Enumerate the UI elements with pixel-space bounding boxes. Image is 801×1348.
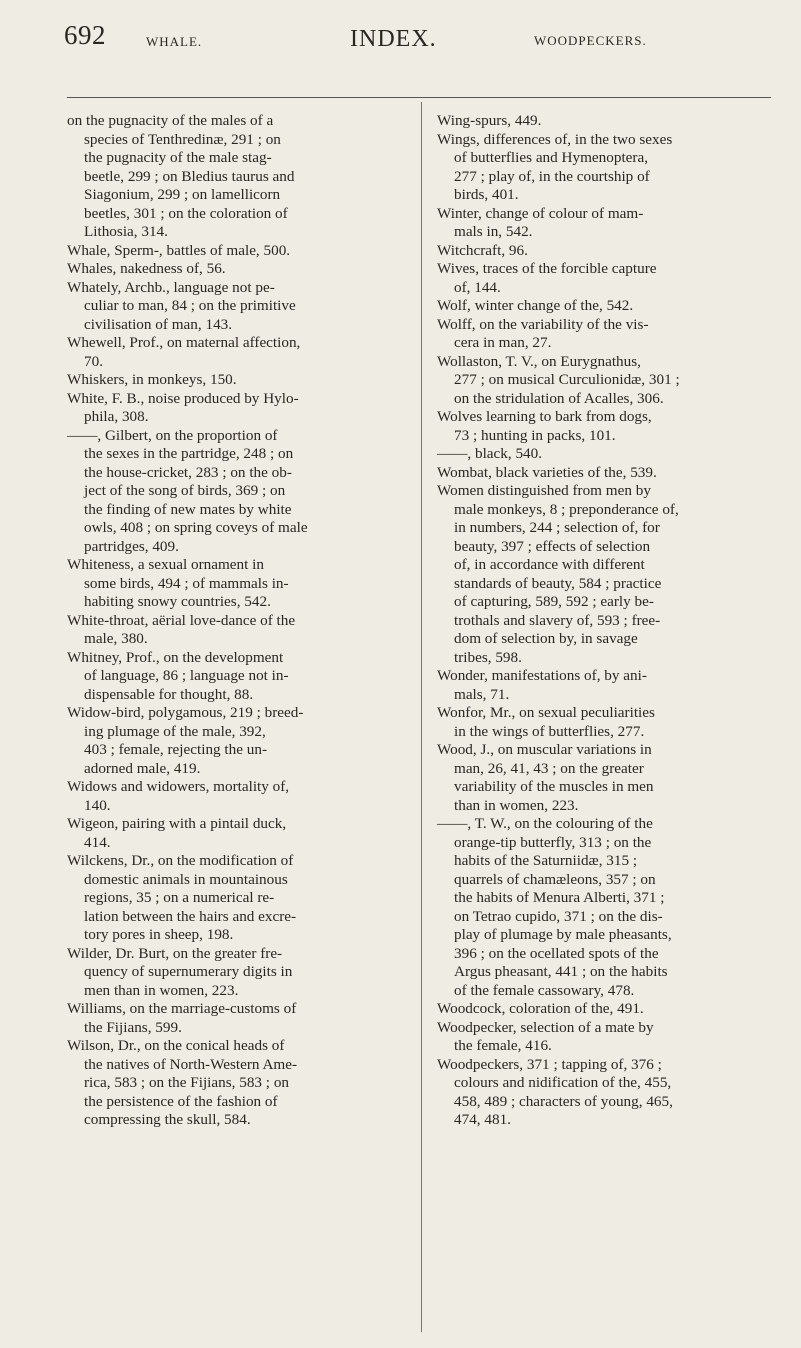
- index-column-left: [67, 112, 405, 1130]
- index-entry: Wing-spurs, 449.: [437, 112, 542, 129]
- index-entry: Woodcock, coloration of the, 491.: [437, 1000, 644, 1017]
- index-entry: Wonder, manifestations of, by ani- mals, 71.: [437, 667, 647, 703]
- index-entry: Wolf, winter change of the, 542.: [437, 297, 634, 314]
- index-column-right: [437, 112, 777, 1130]
- index-entry: Woodpecker, selection of a mate by the female, 416.: [437, 1018, 654, 1054]
- index-entry: Wings, differences of, in the two sexes of butterflies and Hymenoptera, 277 ; play of, in the courtship of birds, 401.: [437, 130, 673, 203]
- index-entry: Wilckens, Dr., on the modification of domestic animals in mountainous regions, 35 ; on a numerical re- lation between the hairs and excre- tory pores in sheep, 198.: [67, 852, 297, 943]
- running-head-title: INDEX.: [350, 26, 437, 52]
- page-number: 692: [64, 20, 106, 50]
- header-rule: [67, 97, 771, 98]
- index-entry: Whiskers, in monkeys, 150.: [67, 371, 237, 388]
- index-entry: Wombat, black varieties of the, 539.: [437, 463, 657, 481]
- index-entry: Wigeon, pairing with a pintail duck, 414.: [67, 815, 287, 851]
- index-entry: Wollaston, T. V., on Eurygnathus, 277 ; on musical Curculionidæ, 301 ; on the stridulation of Acalles, 306.: [437, 352, 680, 407]
- running-head-right: WOODPECKERS.: [534, 33, 647, 48]
- index-entry: Williams, on the marriage-customs of the Fijians, 599.: [67, 1000, 297, 1036]
- index-entry: Whales, nakedness of, 56.: [67, 260, 226, 277]
- page-header: [40, 14, 768, 64]
- index-entry: White-throat, aërial love-dance of the male, 380.: [67, 611, 296, 647]
- index-entry: Wonfor, Mr., on sexual peculiarities in the wings of butterflies, 277.: [437, 704, 655, 740]
- index-entry: Widow-bird, polygamous, 219 ; breed- ing plumage of the male, 392, 403 ; female, rejecting the un- adorned male, 419.: [67, 704, 304, 777]
- index-entry: Winter, change of colour of mam- mals in, 542.: [437, 204, 644, 240]
- index-entry: Wilder, Dr. Burt, on the greater fre- quency of supernumerary digits in men than in women, 223.: [67, 944, 293, 999]
- index-entry: Widows and widowers, mortality of, 140.: [67, 778, 290, 814]
- running-head-left: WHALE.: [146, 34, 203, 49]
- index-entry: Wood, J., on muscular variations in man, 26, 41, 43 ; on the greater variability of the muscles in men than in women, 223.: [437, 741, 654, 814]
- index-entry: Wolff, on the variability of the vis- cera in man, 27.: [437, 315, 649, 351]
- index-entry: Wilson, Dr., on the conical heads of the natives of North-Western Ame- rica, 583 ; on the Fijians, 583 ; on the persistence of the fashion of compressing the skull, 584.: [67, 1037, 298, 1128]
- index-entry: White, F. B., noise produced by Hylo- phila, 308.: [67, 389, 299, 425]
- index-entry: ——, T. W., on the colouring of the orange-tip butterfly, 313 ; on the habits of the Saturniidæ, 315 ; quarrels of chamæleons, 357 ; on the habits of Menura Alberti, 371 ; on Tetrao cupido, 371 ; on the dis- play of plumage by male pheasants, 396 ; on the ocellated spots of the Argus pheasant, 441 ; on the habits of the female cassowary, 478.: [437, 815, 672, 999]
- index-entry: Women distinguished from men by male monkeys, 8 ; preponderance of, in numbers, 244 ; selection of, for beauty, 397 ; effects of selection of, in accordance with different standards of beauty, 584 ; practice of capturing, 589, 592 ; early be- trothals and slavery of, 593 ; free- dom of selection by, in savage tribes, 598.: [437, 482, 679, 666]
- index-entry: Wolves learning to bark from dogs, 73 ; hunting in packs, 101.: [437, 408, 652, 444]
- index-entry: Woodpeckers, 371 ; tapping of, 376 ; colours and nidification of the, 455, 458, 489 ; characters of young, 465, 474, 481.: [437, 1055, 673, 1128]
- column-divider: [421, 102, 422, 1332]
- index-entry: on the pugnacity of the males of a species of Tenthredinæ, 291 ; on the pugnacity of the male stag- beetle, 299 ; on Bledius taurus and Siagonium, 299 ; on lamellicorn beetles, 301 ; on the coloration of Lithosia, 314.: [67, 112, 295, 240]
- index-entry: Whale, Sperm-, battles of male, 500.: [67, 241, 291, 259]
- index-entry: Whately, Archb., language not pe- culiar to man, 84 ; on the primitive civilisation of man, 143.: [67, 278, 296, 333]
- index-entry: Wives, traces of the forcible capture of, 144.: [437, 260, 657, 296]
- index-entry: Whitney, Prof., on the development of language, 86 ; language not in- dispensable for thought, 88.: [67, 648, 289, 703]
- index-entry: Whewell, Prof., on maternal affection, 70.: [67, 334, 301, 370]
- index-entry: ——, black, 540.: [437, 445, 543, 462]
- index-entry: Whiteness, a sexual ornament in some birds, 494 ; of mammals in- habiting snowy countries, 542.: [67, 556, 289, 610]
- index-entry: Witchcraft, 96.: [437, 241, 528, 259]
- index-entry: ——, Gilbert, on the proportion of the sexes in the partridge, 248 ; on the house-cricket, 283 ; on the ob- ject of the song of birds, 369 ; on the finding of new mates by white owls, 408 ; on spring coveys of male partridges, 409.: [67, 426, 308, 555]
